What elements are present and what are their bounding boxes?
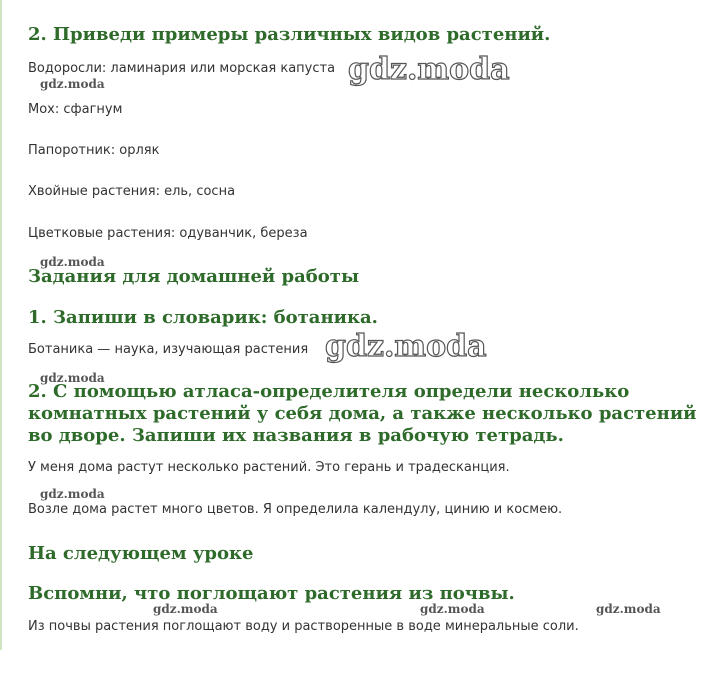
homework-task2-answer-home: У меня дома растут несколько растений. Это герань и традесканция.: [28, 460, 510, 475]
next-lesson-question: Вспомни, что поглощают растения из почвы.: [28, 583, 515, 604]
watermark-small: gdz.moda: [420, 602, 485, 616]
task2-item-fern: Папоротник: орляк: [28, 143, 160, 158]
watermark-small: gdz.moda: [40, 255, 105, 269]
homework-heading: Задания для домашней работы: [28, 266, 359, 287]
watermark-small: gdz.moda: [40, 77, 105, 91]
watermark-small: gdz.moda: [40, 487, 105, 501]
task2-item-flowering: Цветковые растения: одуванчик, береза: [28, 226, 308, 241]
left-rule: [0, 0, 2, 650]
task2-heading: 2. Приведи примеры различных видов растений.: [28, 24, 551, 45]
watermark-small: gdz.moda: [40, 371, 105, 385]
watermark-small: gdz.moda: [596, 602, 661, 616]
task2-item-algae: Водоросли: ламинария или морская капуста: [28, 61, 336, 76]
homework-task1-heading: 1. Запиши в словарик: ботаника.: [28, 307, 378, 328]
task2-item-moss: Мох: сфагнум: [28, 102, 123, 117]
next-lesson-answer: Из почвы растения поглощают воду и растворенные в воде минеральные соли.: [28, 619, 579, 634]
homework-task1-answer: Ботаника — наука, изучающая растения: [28, 342, 309, 357]
watermark-large: gdz.moda: [325, 329, 487, 364]
watermark-large: gdz.moda: [348, 52, 510, 87]
homework-task2-answer-yard: Возле дома растет много цветов. Я определила календулу, цинию и космею.: [28, 502, 563, 517]
task2-item-conifer: Хвойные растения: ель, сосна: [28, 184, 236, 199]
watermark-small: gdz.moda: [153, 602, 218, 616]
next-lesson-heading: На следующем уроке: [28, 543, 254, 564]
homework-task2-heading: 2. С помощью атласа-определителя определи несколько комнатных растений у себя дома, а также несколько растений во дворе. Запиши их названия в рабочую тетрадь.: [28, 381, 697, 446]
